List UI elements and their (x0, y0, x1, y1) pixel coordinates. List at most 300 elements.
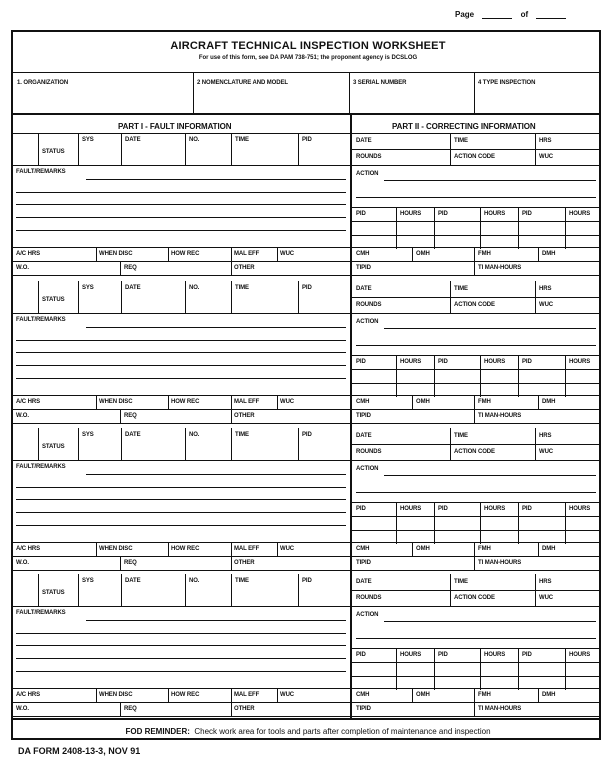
row-divider (352, 648, 599, 649)
entry-3-cmh-label: CMH (356, 546, 370, 552)
row-divider (13, 247, 350, 248)
entry-2-req-label: REQ (124, 413, 137, 419)
entry-2-cmh-label: CMH (356, 399, 370, 405)
entry-4-action-label: ACTION (356, 612, 379, 618)
part-divider (350, 115, 352, 720)
entry-4-p2-time-label: TIME (454, 579, 468, 585)
cell-divider (535, 281, 536, 313)
entry-2-when-disc-label: WHEN DISC (99, 399, 133, 405)
entry-4-hours-label-3: HOURS (569, 652, 591, 658)
top-field-divider (193, 72, 194, 113)
entry-4-p2-date-label: DATE (356, 579, 372, 585)
entry-4-hours-label-1: HOURS (400, 652, 422, 658)
cell-divider (518, 207, 519, 249)
entry-1-ti-man-hours-label: TI MAN-HOURS (478, 265, 522, 271)
entry-1-wo-label: W.O. (16, 265, 29, 271)
cell-divider (38, 281, 39, 313)
block-bottom (13, 716, 599, 717)
entry-1-sys-label: SYS (82, 137, 94, 143)
row-divider (352, 247, 599, 248)
top-field-label-3: 3 SERIAL NUMBER (353, 80, 407, 86)
entry-3-fault-remarks-input[interactable] (16, 464, 346, 532)
entry-3-ac-hrs-label: A/C HRS (16, 546, 40, 552)
row-divider (13, 460, 350, 461)
entry-2-wo-label: W.O. (16, 413, 29, 419)
part2-title: PART II - CORRECTING INFORMATION (392, 122, 536, 131)
entry-4-dmh-label: DMH (542, 692, 556, 698)
top-field-input-1[interactable] (15, 88, 191, 112)
row-divider (13, 606, 350, 607)
entry-2-p2-wuc-label: WUC (539, 302, 554, 308)
entry-1-cmh-label: CMH (356, 251, 370, 257)
entry-2-omh-label: OMH (416, 399, 430, 405)
page-label: Page (455, 10, 475, 19)
entry-3-other-label: OTHER (234, 560, 255, 566)
cell-divider (38, 133, 39, 165)
cell-divider (434, 502, 435, 544)
entry-4-omh-label: OMH (416, 692, 430, 698)
entry-3-time-label: TIME (235, 432, 249, 438)
entry-4-action-input[interactable] (356, 610, 596, 644)
entry-3-omh-label: OMH (416, 546, 430, 552)
entry-2-p2-time-label: TIME (454, 286, 468, 292)
cell-divider (474, 261, 475, 275)
cell-divider (412, 542, 413, 556)
cell-divider (231, 542, 232, 556)
entry-3-action-input[interactable] (356, 464, 596, 498)
entry-1-fmh-label: FMH (478, 251, 491, 257)
entry-3-action-label: ACTION (356, 466, 379, 472)
cell-divider (298, 133, 299, 165)
entry-4-ac-hrs-label: A/C HRS (16, 692, 40, 698)
entry-4-fmh-label: FMH (478, 692, 491, 698)
cell-divider (121, 574, 122, 606)
cell-divider (168, 688, 169, 702)
entry-3-p2-wuc-label: WUC (539, 449, 554, 455)
cell-divider (168, 542, 169, 556)
entry-3-fault-remarks-label: FAULT/REMARKS (16, 464, 66, 470)
cell-divider (450, 574, 451, 606)
cell-divider (396, 648, 397, 690)
entry-2-p2-date-label: DATE (356, 286, 372, 292)
entry-2-wuc-label: WUC (280, 399, 295, 405)
cell-divider (168, 395, 169, 409)
cell-divider (450, 133, 451, 165)
cell-divider (518, 355, 519, 397)
entry-3-sys-label: SYS (82, 432, 94, 438)
row-divider (13, 409, 350, 410)
top-field-label-2: 2 NOMENCLATURE AND MODEL (197, 80, 288, 86)
cell-divider (168, 247, 169, 261)
cell-divider (434, 207, 435, 249)
cell-divider (538, 688, 539, 702)
entry-3-req-label: REQ (124, 560, 137, 566)
entry-1-action-code-label: ACTION CODE (454, 154, 495, 160)
cell-divider (535, 133, 536, 165)
cell-divider (298, 428, 299, 460)
row-divider (352, 688, 599, 689)
cell-divider (535, 428, 536, 460)
cell-divider (518, 648, 519, 690)
row-divider (352, 530, 599, 531)
row-divider (352, 516, 599, 517)
entry-1-pid-label: PID (302, 137, 312, 143)
cell-divider (474, 702, 475, 716)
entry-4-pid-label-2: PID (438, 652, 448, 658)
row-divider (13, 261, 350, 262)
entry-4-no-label: NO. (189, 578, 200, 584)
entry-2-pid-label: PID (302, 285, 312, 291)
row-divider (352, 383, 599, 384)
cell-divider (535, 574, 536, 606)
entry-4-hrs-label: HRS (539, 579, 552, 585)
entry-2-fault-remarks-input[interactable] (16, 317, 346, 385)
cell-divider (231, 247, 232, 261)
entry-1-p2-date-label: DATE (356, 138, 372, 144)
cell-divider (96, 688, 97, 702)
row-divider (352, 261, 599, 262)
entry-4-wo-label: W.O. (16, 706, 29, 712)
row-divider (352, 355, 599, 356)
top-field-label-4: 4 TYPE INSPECTION (478, 80, 536, 86)
cell-divider (434, 355, 435, 397)
entry-2-dmh-label: DMH (542, 399, 556, 405)
entry-1-req-label: REQ (124, 265, 137, 271)
row-divider (352, 590, 599, 591)
entry-3-hours-label-2: HOURS (484, 506, 506, 512)
entry-4-cmh-label: CMH (356, 692, 370, 698)
cell-divider (565, 648, 566, 690)
cell-divider (480, 207, 481, 249)
cell-divider (96, 247, 97, 261)
page-total-field[interactable] (536, 10, 566, 19)
entry-1-hours-label-2: HOURS (484, 211, 506, 217)
row-divider (13, 165, 350, 166)
cell-divider (231, 688, 232, 702)
cell-divider (474, 556, 475, 570)
entry-1-wuc-label: WUC (280, 251, 295, 257)
top-field-input-3[interactable] (351, 88, 472, 112)
entry-4-hours-label-2: HOURS (484, 652, 506, 658)
row-divider (13, 313, 350, 314)
cell-divider (78, 133, 79, 165)
cell-divider (231, 133, 232, 165)
page-number-field[interactable] (482, 10, 512, 19)
entry-2-ti-man-hours-label: TI MAN-HOURS (478, 413, 522, 419)
entry-1-tipid-label: TIPID (356, 265, 371, 271)
cell-divider (120, 409, 121, 423)
cell-divider (412, 395, 413, 409)
entry-1-ac-hrs-label: A/C HRS (16, 251, 40, 257)
top-field-label-1: 1. ORGANIZATION (17, 80, 69, 86)
row-divider (352, 235, 599, 236)
row-divider (352, 369, 599, 370)
entry-4-time-label: TIME (235, 578, 249, 584)
entry-1-date-label: DATE (125, 137, 141, 143)
entry-3-status-label: STATUS (42, 444, 65, 450)
entry-1-omh-label: OMH (416, 251, 430, 257)
entry-2-date-label: DATE (125, 285, 141, 291)
entry-2-pid-label-1: PID (356, 359, 366, 365)
cell-divider (185, 133, 186, 165)
entry-4-how-rec-label: HOW REC (171, 692, 200, 698)
entry-3-pid-label: PID (302, 432, 312, 438)
cell-divider (78, 281, 79, 313)
entry-2-sys-label: SYS (82, 285, 94, 291)
top-field-input-2[interactable] (195, 88, 347, 112)
part-title-divider (13, 133, 599, 134)
row-divider (352, 676, 599, 677)
entry-3-mal-eff-label: MAL EFF (234, 546, 260, 552)
block-bottom (13, 570, 599, 571)
entry-3-date-label: DATE (125, 432, 141, 438)
entry-4-p2-wuc-label: WUC (539, 595, 554, 601)
cell-divider (121, 428, 122, 460)
cell-divider (96, 395, 97, 409)
entry-2-action-code-label: ACTION CODE (454, 302, 495, 308)
form-identifier: DA FORM 2408-13-3, NOV 91 (18, 746, 141, 756)
cell-divider (231, 409, 232, 423)
row-divider (352, 221, 599, 222)
cell-divider (185, 574, 186, 606)
entry-4-fault-remarks-input[interactable] (16, 610, 346, 678)
entry-4-action-code-label: ACTION CODE (454, 595, 495, 601)
entry-1-other-label: OTHER (234, 265, 255, 271)
entry-1-p2-wuc-label: WUC (539, 154, 554, 160)
form-title: AIRCRAFT TECHNICAL INSPECTION WORKSHEET (170, 40, 446, 52)
entry-1-how-rec-label: HOW REC (171, 251, 200, 257)
fod-label: FOD REMINDER: (125, 727, 190, 736)
entry-2-fault-remarks-label: FAULT/REMARKS (16, 317, 66, 323)
cell-divider (96, 542, 97, 556)
row-divider (352, 556, 599, 557)
row-divider (352, 395, 599, 396)
entry-4-pid-label-1: PID (356, 652, 366, 658)
cell-divider (120, 261, 121, 275)
cell-divider (480, 648, 481, 690)
cell-divider (277, 542, 278, 556)
entry-1-pid-label-2: PID (438, 211, 448, 217)
cell-divider (120, 556, 121, 570)
cell-divider (120, 702, 121, 716)
cell-divider (565, 207, 566, 249)
entry-1-time-label: TIME (235, 137, 249, 143)
cell-divider (412, 688, 413, 702)
block-bottom (13, 423, 599, 424)
entry-2-rounds-label: ROUNDS (356, 302, 382, 308)
entry-2-fmh-label: FMH (478, 399, 491, 405)
entry-1-no-label: NO. (189, 137, 200, 143)
cell-divider (518, 502, 519, 544)
row-divider (13, 688, 350, 689)
entry-1-p2-time-label: TIME (454, 138, 468, 144)
entry-3-rounds-label: ROUNDS (356, 449, 382, 455)
entry-3-hrs-label: HRS (539, 433, 552, 439)
cell-divider (78, 574, 79, 606)
entry-1-dmh-label: DMH (542, 251, 556, 257)
entry-2-how-rec-label: HOW REC (171, 399, 200, 405)
entry-1-fault-remarks-label: FAULT/REMARKS (16, 169, 66, 175)
entry-4-req-label: REQ (124, 706, 137, 712)
cell-divider (412, 247, 413, 261)
row-divider (352, 313, 599, 314)
cell-divider (277, 395, 278, 409)
entry-3-pid-label-2: PID (438, 506, 448, 512)
row-divider (352, 606, 599, 607)
fod-divider (13, 718, 599, 720)
entry-2-other-label: OTHER (234, 413, 255, 419)
top-fields-bottom (13, 113, 599, 115)
row-divider (13, 395, 350, 396)
cell-divider (298, 574, 299, 606)
top-field-input-4[interactable] (476, 88, 597, 112)
entry-4-sys-label: SYS (82, 578, 94, 584)
top-field-divider (474, 72, 475, 113)
entry-4-when-disc-label: WHEN DISC (99, 692, 133, 698)
row-divider (352, 409, 599, 410)
entry-2-action-input[interactable] (356, 317, 596, 351)
row-divider (352, 662, 599, 663)
entry-2-hours-label-3: HOURS (569, 359, 591, 365)
entry-3-p2-date-label: DATE (356, 433, 372, 439)
cell-divider (231, 574, 232, 606)
entry-4-pid-label-3: PID (522, 652, 532, 658)
cell-divider (538, 247, 539, 261)
entry-4-rounds-label: ROUNDS (356, 595, 382, 601)
cell-divider (474, 247, 475, 261)
entry-2-action-label: ACTION (356, 319, 379, 325)
row-divider (352, 297, 599, 298)
page-indicator (455, 10, 572, 19)
cell-divider (450, 428, 451, 460)
cell-divider (185, 281, 186, 313)
entry-4-date-label: DATE (125, 578, 141, 584)
cell-divider (474, 409, 475, 423)
entry-3-action-code-label: ACTION CODE (454, 449, 495, 455)
entry-1-pid-label-3: PID (522, 211, 532, 217)
cell-divider (231, 702, 232, 716)
header-divider (13, 72, 599, 73)
cell-divider (185, 428, 186, 460)
entry-1-hours-label-1: HOURS (400, 211, 422, 217)
entry-4-fault-remarks-label: FAULT/REMARKS (16, 610, 66, 616)
entry-3-fmh-label: FMH (478, 546, 491, 552)
cell-divider (78, 428, 79, 460)
entry-1-fault-remarks-input[interactable] (16, 169, 346, 237)
cell-divider (396, 207, 397, 249)
entry-3-tipid-label: TIPID (356, 560, 371, 566)
cell-divider (277, 247, 278, 261)
row-divider (352, 702, 599, 703)
entry-4-mal-eff-label: MAL EFF (234, 692, 260, 698)
entry-4-pid-label: PID (302, 578, 312, 584)
entry-1-hrs-label: HRS (539, 138, 552, 144)
entry-1-when-disc-label: WHEN DISC (99, 251, 133, 257)
entry-3-hours-label-1: HOURS (400, 506, 422, 512)
row-divider (352, 460, 599, 461)
row-divider (13, 556, 350, 557)
part1-title: PART I - FAULT INFORMATION (118, 122, 232, 131)
entry-3-pid-label-3: PID (522, 506, 532, 512)
entry-3-how-rec-label: HOW REC (171, 546, 200, 552)
row-divider (13, 702, 350, 703)
entry-1-rounds-label: ROUNDS (356, 154, 382, 160)
cell-divider (474, 542, 475, 556)
entry-2-hours-label-2: HOURS (484, 359, 506, 365)
entry-2-tipid-label: TIPID (356, 413, 371, 419)
entry-4-other-label: OTHER (234, 706, 255, 712)
cell-divider (38, 428, 39, 460)
entry-2-mal-eff-label: MAL EFF (234, 399, 260, 405)
entry-2-hrs-label: HRS (539, 286, 552, 292)
form-subtitle: For use of this form, see DA PAM 738-751; the proponent agency is DCSLOG (198, 55, 418, 61)
cell-divider (565, 502, 566, 544)
entry-3-dmh-label: DMH (542, 546, 556, 552)
cell-divider (538, 542, 539, 556)
cell-divider (480, 355, 481, 397)
cell-divider (231, 281, 232, 313)
top-field-divider (349, 72, 350, 113)
cell-divider (565, 355, 566, 397)
cell-divider (434, 648, 435, 690)
cell-divider (231, 556, 232, 570)
cell-divider (231, 395, 232, 409)
entry-2-status-label: STATUS (42, 297, 65, 303)
row-divider (13, 542, 350, 543)
entry-3-p2-time-label: TIME (454, 433, 468, 439)
entry-2-time-label: TIME (235, 285, 249, 291)
entry-1-hours-label-3: HOURS (569, 211, 591, 217)
entry-1-action-input[interactable] (356, 169, 596, 203)
cell-divider (474, 688, 475, 702)
cell-divider (538, 395, 539, 409)
entry-2-no-label: NO. (189, 285, 200, 291)
block-bottom (13, 275, 599, 276)
row-divider (352, 165, 599, 166)
entry-1-pid-label-1: PID (356, 211, 366, 217)
entry-2-pid-label-2: PID (438, 359, 448, 365)
cell-divider (121, 133, 122, 165)
entry-4-status-label: STATUS (42, 590, 65, 596)
entry-3-no-label: NO. (189, 432, 200, 438)
cell-divider (450, 281, 451, 313)
row-divider (352, 149, 599, 150)
entry-2-ac-hrs-label: A/C HRS (16, 399, 40, 405)
cell-divider (231, 428, 232, 460)
entry-1-status-label: STATUS (42, 149, 65, 155)
entry-3-wo-label: W.O. (16, 560, 29, 566)
cell-divider (396, 502, 397, 544)
entry-3-when-disc-label: WHEN DISC (99, 546, 133, 552)
fod-reminder (0, 727, 616, 736)
row-divider (352, 444, 599, 445)
row-divider (352, 502, 599, 503)
cell-divider (396, 355, 397, 397)
entry-3-ti-man-hours-label: TI MAN-HOURS (478, 560, 522, 566)
cell-divider (121, 281, 122, 313)
cell-divider (231, 261, 232, 275)
entry-1-action-label: ACTION (356, 171, 379, 177)
entry-4-wuc-label: WUC (280, 692, 295, 698)
entry-1-mal-eff-label: MAL EFF (234, 251, 260, 257)
page-of-label: of (520, 10, 529, 19)
fod-text: Check work area for tools and parts after completion of maintenance and inspection (194, 727, 491, 736)
cell-divider (38, 574, 39, 606)
entry-3-wuc-label: WUC (280, 546, 295, 552)
row-divider (352, 542, 599, 543)
entry-3-pid-label-1: PID (356, 506, 366, 512)
cell-divider (277, 688, 278, 702)
